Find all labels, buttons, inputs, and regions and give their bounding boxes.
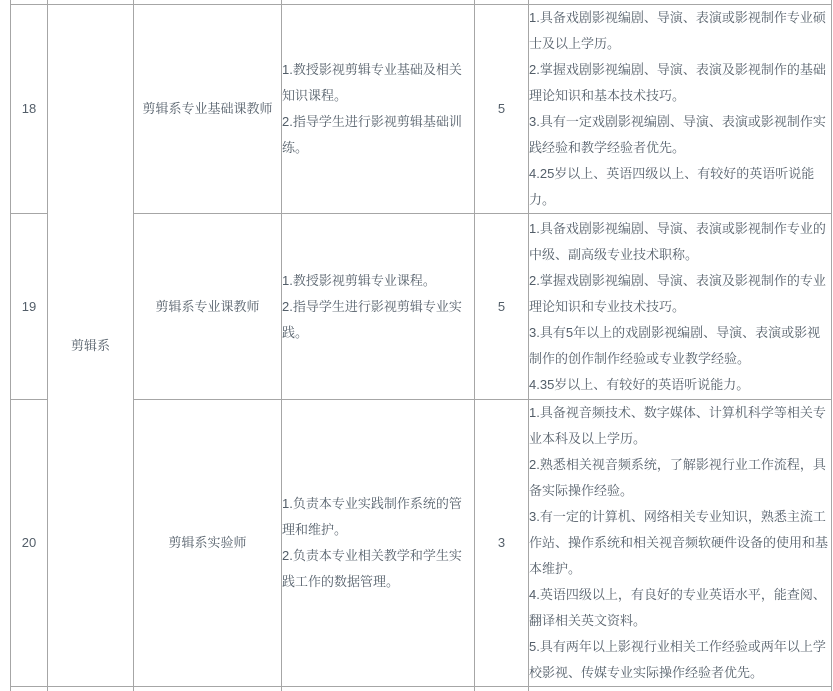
text-paragraph: 2.掌握戏剧影视编剧、导演、表演及影视制作的专业理论知识和专业技术技巧。 xyxy=(529,272,826,314)
partial-cell xyxy=(11,687,48,691)
table-row-19 xyxy=(11,214,832,400)
text-paragraph: 5.具有两年以上影视行业相关工作经验或两年以上学校影视、传媒专业实际操作经验者优先。 xyxy=(529,639,826,680)
requirements-cell xyxy=(529,214,832,400)
position-title: 剪辑系专业基础课教师 xyxy=(134,5,282,214)
requirements-cell xyxy=(529,5,832,214)
row-number: 18 xyxy=(11,5,48,214)
text-paragraph: 4.35岁以上、有较好的英语听说能力。 xyxy=(529,376,750,392)
text-paragraph: 3.具有5年以上的戏剧影视编剧、导演、表演或影视制作的创作制作经验或专业教学经验。 xyxy=(529,324,821,366)
text-paragraph: 1.负责本专业实践制作系统的管理和维护。 xyxy=(282,496,462,537)
text-paragraph: 1.具备视音频技术、数字媒体、计算机科学等相关专业本科及以上学历。 xyxy=(529,405,826,446)
table-row-20 xyxy=(11,400,832,687)
text-paragraph: 2.负责本专业相关教学和学生实践工作的数据管理。 xyxy=(282,548,462,589)
row-number: 19 xyxy=(11,214,48,400)
partial-cell xyxy=(529,687,832,691)
duties-cell xyxy=(282,214,475,400)
partial-cell xyxy=(282,687,475,691)
text-paragraph: 1.具备戏剧影视编剧、导演、表演或影视制作专业的中级、副高级专业技术职称。 xyxy=(529,220,826,262)
recruitment-table xyxy=(10,0,832,691)
partial-cell xyxy=(475,687,529,691)
text-paragraph: 1.具备戏剧影视编剧、导演、表演或影视制作专业硕士及以上学历。 xyxy=(529,10,826,51)
text-paragraph: 4.25岁以上、英语四级以上、有较好的英语听说能力。 xyxy=(529,166,815,207)
duties-cell xyxy=(282,400,475,687)
headcount: 3 xyxy=(475,400,529,687)
text-paragraph: 2.指导学生进行影视剪辑专业实践。 xyxy=(282,298,462,340)
partial-row-bottom xyxy=(11,687,832,691)
table-row-18 xyxy=(11,5,832,214)
position-title: 剪辑系专业课教师 xyxy=(134,214,282,400)
text-paragraph: 1.教授影视剪辑专业课程。 xyxy=(282,272,436,288)
text-paragraph: 2.掌握戏剧影视编剧、导演、表演及影视制作的基础理论知识和基本技术技巧。 xyxy=(529,62,826,103)
text-paragraph: 4.英语四级以上，有良好的专业英语水平，能查阅、翻译相关英文资料。 xyxy=(529,587,826,628)
position-title: 剪辑系实验师 xyxy=(134,400,282,687)
text-paragraph: 3.有一定的计算机、网络相关专业知识，熟悉主流工作站、操作系统和相关视音频软硬件设备的使用和基本维护。 xyxy=(529,509,829,576)
headcount: 5 xyxy=(475,5,529,214)
text-paragraph: 2.熟悉相关视音频系统，了解影视行业工作流程，具备实际操作经验。 xyxy=(529,457,826,498)
department-cell: 剪辑系 xyxy=(48,5,134,687)
duties-cell xyxy=(282,5,475,214)
partial-cell xyxy=(134,687,282,691)
headcount: 5 xyxy=(475,214,529,400)
text-paragraph: 1.教授影视剪辑专业基础及相关知识课程。 xyxy=(282,62,462,103)
partial-cell xyxy=(48,687,134,691)
text-paragraph: 3.具有一定戏剧影视编剧、导演、表演或影视制作实践经验和教学经验者优先。 xyxy=(529,114,826,155)
requirements-cell xyxy=(529,400,832,687)
text-paragraph: 2.指导学生进行影视剪辑基础训练。 xyxy=(282,114,462,155)
row-number: 20 xyxy=(11,400,48,687)
